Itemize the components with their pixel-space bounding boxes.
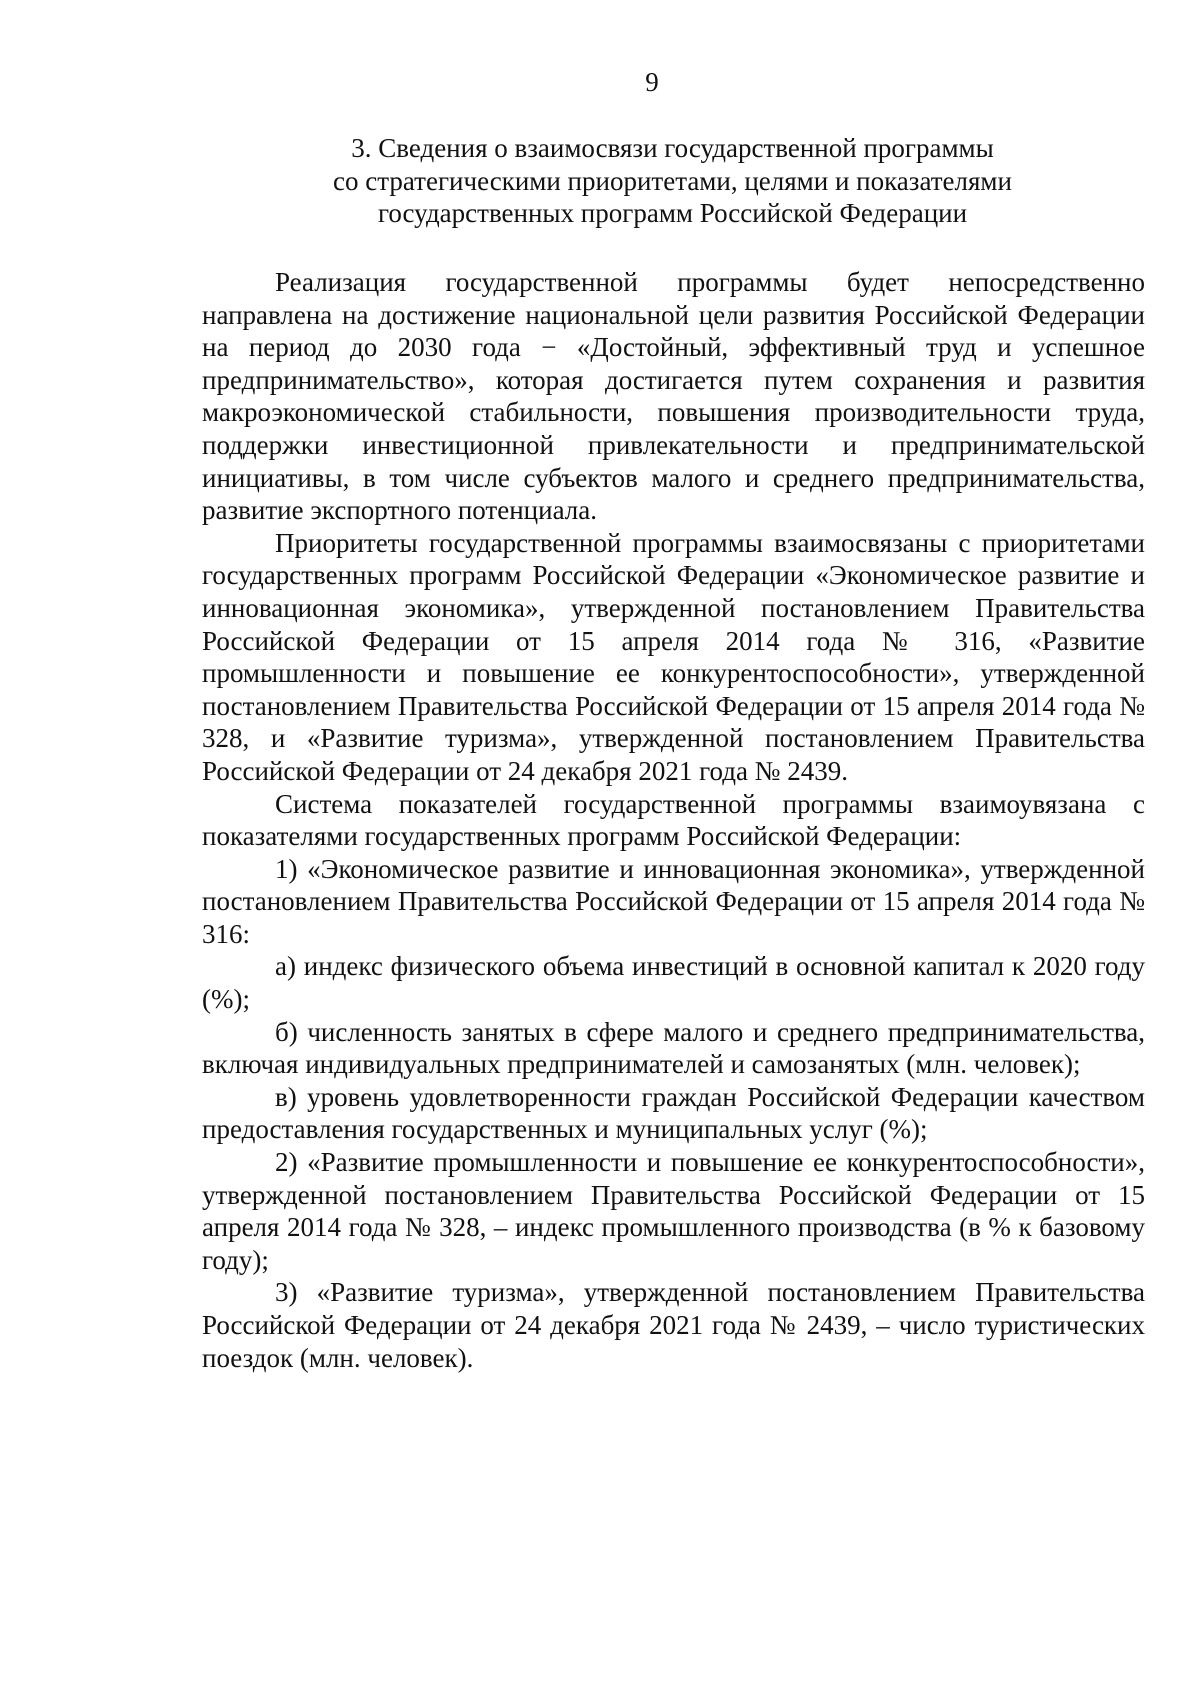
section-title-line: 3. Сведения о взаимосвязи государственной программы: [351, 133, 994, 163]
list-item-tourism-development: 3) «Развитие туризма», утвержденной постановлением Правительства Российской Федерации от 24 декабря 2021 года № 2439, – число туристических поездок (млн. человек).: [202, 1277, 1145, 1373]
section-title: [200, 132, 1145, 230]
page-number: 9: [645, 67, 659, 97]
body-text: [202, 266, 1145, 1374]
section-title-line: со стратегическими приоритетами, целями и показателями: [333, 165, 1012, 196]
list-subitem-service-satisfaction: в) уровень удовлетворенности граждан Российской Федерации качеством предоставления государственных и муниципальных услуг (%);: [202, 1081, 1145, 1145]
paragraph-priorities: Приоритеты государственной программы взаимосвязаны с приоритетами государственных программ Российской Федерации «Экономическое развитие и инновационная экономика», утвержденной постановлением Правительства Российской Федерации от 15 апреля 2014 года № 316, «Развитие промышленности и повышение ее конкурентоспособности», утвержденной постановлением Правительства Российской Федерации от 15 апреля 2014 года № 328, и «Развитие туризма», утвержденной постановлением Правительства Российской Федерации от 24 декабря 2021 года № 2439.: [202, 527, 1145, 786]
paragraph-indicator-system: Система показателей государственной программы взаимоувязана с показателями государственных программ Российской Федерации:: [202, 788, 1145, 852]
section-title-line: государственных программ Российской Федерации: [377, 198, 968, 228]
list-subitem-investment-index: а) индекс физического объема инвестиций в основной капитал к 2020 году (%);: [202, 951, 1145, 1015]
list-subitem-sme-employment: б) численность занятых в сфере малого и среднего предпринимательства, включая индивидуальных предпринимателей и самозанятых (млн. человек);: [202, 1016, 1145, 1080]
list-item-economic-development: 1) «Экономическое развитие и инновационная экономика», утвержденной постановлением Правительства Российской Федерации от 15 апреля 2014 года № 316:: [202, 853, 1145, 949]
paragraph-national-goal: Реализация государственной программы будет непосредственно направлена на достижение национальной цели развития Российской Федерации на период до 2030 года − «Достойный, эффективный труд и успешное предпринимательство», которая достигается путем сохранения и развития макроэкономической стабильности, повышения производительности труда, поддержки инвестиционной привлекательности и предпринимательской инициативы, в том числе субъектов малого и среднего предпринимательства, развитие экспортного потенциала.: [202, 267, 1145, 526]
list-item-industry-development: 2) «Развитие промышленности и повышение ее конкурентоспособности», утвержденной постановлением Правительства Российской Федерации от 15 апреля 2014 года № 328, – индекс промышленного производства (в % к базовому году);: [202, 1147, 1145, 1275]
